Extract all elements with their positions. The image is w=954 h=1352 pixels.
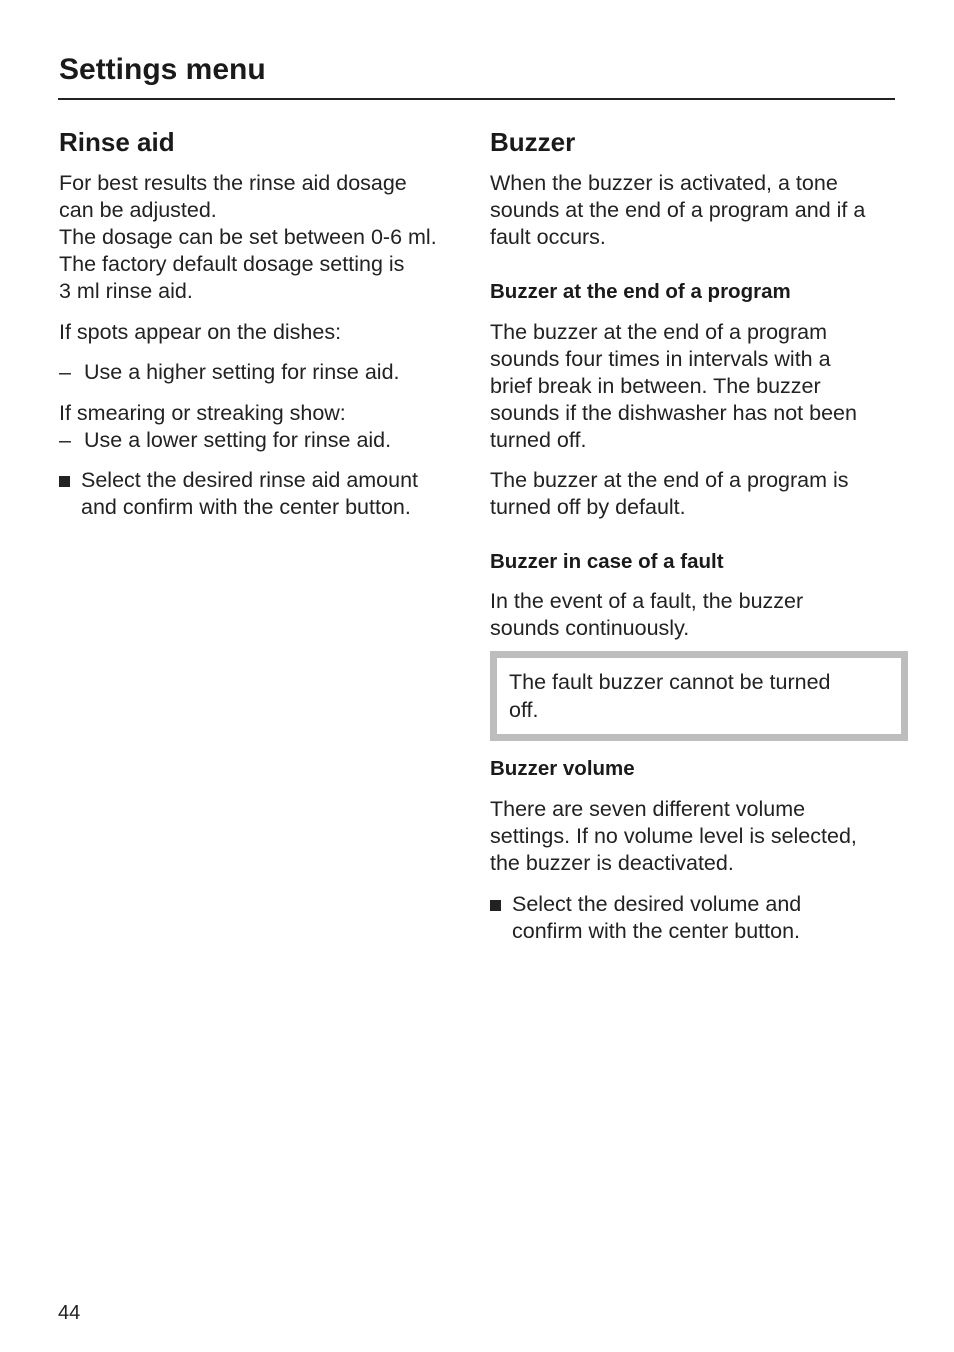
buzzer-intro: [490, 170, 898, 251]
buzzer-end-text: [490, 319, 898, 454]
buzzer-end-default-text: [490, 467, 898, 521]
text-line: fault occurs.: [490, 225, 606, 249]
text-line: settings. If no volume level is selected,: [490, 824, 857, 848]
text-line: sounds at the end of a program and if a: [490, 198, 866, 222]
dash-item-text: Use a higher setting for rinse aid.: [84, 360, 400, 384]
text-line: In the event of a fault, the buzzer: [490, 589, 804, 613]
rinse-aid-section: [59, 124, 469, 521]
text-line: The fault buzzer cannot be turned: [509, 670, 831, 694]
page-title: Settings menu: [59, 53, 266, 86]
text-line: sounds four times in intervals with a: [490, 347, 831, 371]
page-number: 44: [58, 1302, 81, 1324]
text-line: The buzzer at the end of a program is: [490, 468, 849, 492]
text-line: brief break in between. The buzzer: [490, 374, 821, 398]
text-line: The dosage can be set between 0-6 ml.: [59, 225, 437, 249]
smear-text: If smearing or streaking show:: [59, 401, 346, 425]
buzzer-end-heading: Buzzer at the end of a program: [490, 280, 791, 303]
text-line: Select the desired volume and: [512, 892, 802, 916]
buzzer-fault-text: [490, 588, 898, 642]
text-line: turned off by default.: [490, 495, 686, 519]
text-line: For best results the rinse aid dosage: [59, 171, 407, 195]
smear-dash-item: [59, 427, 469, 454]
square-bullet-icon: [59, 476, 70, 487]
spots-text: If spots appear on the dishes:: [59, 320, 342, 344]
text-line: off.: [509, 698, 539, 722]
buzzer-volume-step: [490, 891, 898, 945]
text-line: There are seven different volume: [490, 797, 806, 821]
text-line: The buzzer at the end of a program: [490, 320, 828, 344]
fault-note-box: [490, 651, 908, 741]
rinse-aid-heading: Rinse aid: [59, 127, 175, 157]
dash-glyph: –: [59, 428, 71, 452]
text-line: turned off.: [490, 428, 587, 452]
dash-item-text: Use a lower setting for rinse aid.: [84, 428, 392, 452]
rinse-aid-intro: [59, 170, 469, 305]
buzzer-fault-heading: Buzzer in case of a fault: [490, 550, 724, 573]
text-line: The factory default dosage setting is: [59, 252, 405, 276]
square-bullet-icon: [490, 900, 501, 911]
text-line: Select the desired rinse aid amount: [81, 468, 419, 492]
text-line: the buzzer is deactivated.: [490, 851, 734, 875]
title-divider: [58, 98, 895, 100]
dash-glyph: –: [59, 360, 71, 384]
rinse-aid-step: [59, 467, 469, 521]
text-line: and confirm with the center button.: [81, 495, 411, 519]
buzzer-heading: Buzzer: [490, 127, 576, 157]
text-line: sounds if the dishwasher has not been: [490, 401, 857, 425]
buzzer-volume-heading: Buzzer volume: [490, 757, 635, 780]
buzzer-section: [490, 124, 898, 945]
buzzer-volume-text: [490, 796, 898, 877]
text-line: When the buzzer is activated, a tone: [490, 171, 838, 195]
text-line: sounds continuously.: [490, 616, 690, 640]
text-line: can be adjusted.: [59, 198, 217, 222]
spots-dash-item: [59, 359, 469, 386]
text-line: 3 ml rinse aid.: [59, 279, 193, 303]
text-line: confirm with the center button.: [512, 919, 801, 943]
